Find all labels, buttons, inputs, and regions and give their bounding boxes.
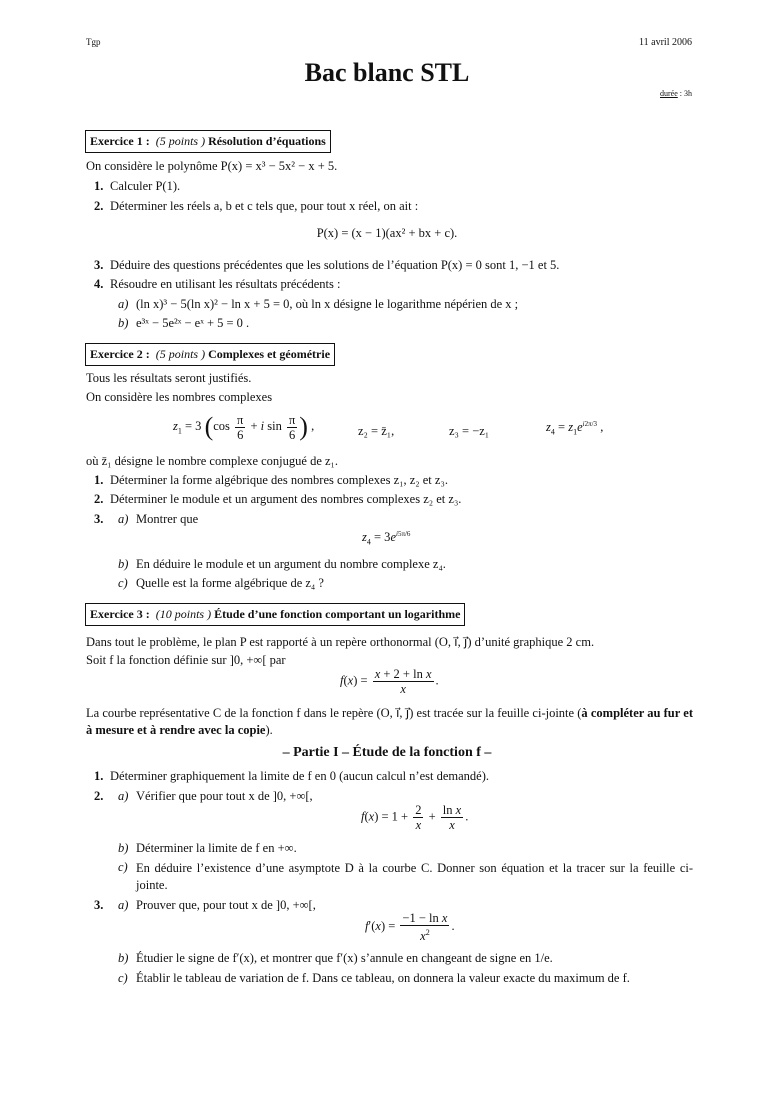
ex3-q2a: Vérifier que pour tout x de ]0, +∞[,	[136, 789, 313, 803]
ex1-q4b-label: b)	[118, 316, 129, 330]
ex1-q1-num: 1.	[94, 179, 104, 193]
ex3-title: Étude d’une fonction comportant un logarithme	[214, 607, 461, 621]
ex2-q3a-formula: $z_4 = 3e^{i5\pi/6}$	[362, 530, 411, 547]
ex1-points: (5 points )	[155, 134, 206, 148]
duration-value: : 3h	[677, 89, 692, 98]
ex2-q2-num: 2.	[94, 492, 104, 506]
ex2-z4: $z_4 = z_1e^{i2\pi/3}$ ,	[546, 420, 604, 437]
ex1-title: Résolution d’équations	[208, 134, 326, 148]
ex2-points: (5 points )	[155, 347, 206, 361]
ex1-q1: Calculer P(1).	[110, 179, 181, 193]
ex3-paragraph	[86, 705, 693, 739]
ex3-q2a-formula: f(x) = 1 + $\frac{2}{x}$ + $\frac{\text{ln x}}{x}$ .	[361, 803, 469, 832]
exercise-1-header	[85, 130, 331, 153]
header-left: Tgp	[86, 37, 101, 47]
ex2-z3: z₃ = −z₁	[449, 424, 490, 438]
ex2-line1: Tous les résultats seront justifiés.	[86, 371, 252, 385]
ex1-q4: Résoudre en utilisant les résultats précédents :	[110, 277, 341, 291]
ex1-q3: Déduire des questions précédentes que les solutions de l’équation P(x) = 0 sont 1, −1 et 5.	[110, 258, 560, 272]
exercise-2-header	[85, 343, 335, 366]
ex3-q3a: Prouver que, pour tout x de ]0, +∞[,	[136, 898, 316, 912]
duration	[660, 89, 692, 98]
ex3-para-bold: à compléter au fur et à mesure et à rendre avec la copie	[86, 706, 693, 737]
ex3-prefix: Exercice 3 :	[90, 607, 150, 621]
ex3-line1: Dans tout le problème, le plan P est rapporté à un repère orthonormal (O, i⃗, j⃗) d’unité graphique 2 cm.	[86, 635, 595, 649]
ex3-q3c: Établir le tableau de variation de f. Dans ce tableau, on donnera la valeur exacte du maximum de f.	[136, 971, 630, 985]
ex2-q3c-label: c)	[118, 576, 128, 590]
ex1-q2-formula: P(x) = (x − 1)(ax² + bx + c).	[316, 226, 458, 240]
ex3-q3c-label: c)	[118, 971, 128, 985]
ex3-q2c-label: c)	[118, 860, 128, 874]
ex2-q3a: Montrer que	[136, 512, 199, 526]
ex3-para-text: La courbe représentative C de la fonction f dans le repère (O, i⃗, j⃗) est tracée sur la feuille ci-jointe (	[86, 706, 582, 720]
ex3-q3-num: 3.	[94, 898, 104, 912]
ex3-q3b: Étudier le signe de f′(x), et montrer que f′(x) s’annule en changeant de signe en 1/e.	[136, 951, 553, 965]
ex3-q1-num: 1.	[94, 769, 104, 783]
ex3-q2b-label: b)	[118, 841, 129, 855]
ex1-q4a: (ln x)³ − 5(ln x)² − ln x + 5 = 0, où ln x désigne le logarithme népérien de x ;	[136, 297, 519, 311]
ex1-q2-num: 2.	[94, 199, 104, 213]
ex2-z1-formula: $z_1 = 3$ (cos $\frac{\pi}{6}$ + i sin $\frac{\pi}{6}$ ) ,	[173, 412, 315, 442]
ex1-q4a-label: a)	[118, 297, 129, 311]
ex3-q2a-label: a)	[118, 789, 129, 803]
ex1-q4b: e³ˣ − 5e²ˣ − eˣ + 5 = 0 .	[136, 316, 250, 330]
ex3-q1: Déterminer graphiquement la limite de f en 0 (aucun calcul n’est demandé).	[110, 769, 490, 783]
ex1-q4-num: 4.	[94, 277, 104, 291]
ex2-prefix: Exercice 2 :	[90, 347, 150, 361]
page-title: Bac blanc STL	[304, 58, 470, 87]
ex3-q3b-label: b)	[118, 951, 129, 965]
ex3-q2b: Déterminer la limite de f en +∞.	[136, 841, 297, 855]
ex2-z2: z₂ = z̄₁,	[358, 424, 395, 438]
ex3-line2: Soit f la fonction définie sur ]0, +∞[ par	[86, 653, 286, 667]
ex1-intro: On considère le polynôme P(x) = x³ − 5x² − x + 5.	[86, 159, 338, 173]
exercise-3-header	[85, 603, 465, 626]
ex2-title: Complexes et géométrie	[208, 347, 331, 361]
part-1-title: – Partie I – Étude de la fonction f –	[282, 745, 492, 760]
ex1-prefix: Exercice 1 :	[90, 134, 150, 148]
ex2-q1: Déterminer la forme algébrique des nombres complexes z₁, z₂ et z₃.	[110, 473, 448, 487]
ex3-f-definition: f(x) = $\frac{\text{x + 2 + ln x}}{x}$ .	[340, 667, 439, 696]
ex2-q1-num: 1.	[94, 473, 104, 487]
duration-label: durée	[660, 89, 678, 98]
ex3-para-end: ).	[265, 723, 273, 737]
ex3-q3a-label: a)	[118, 898, 129, 912]
ex3-q3a-formula: f′(x) = $\frac{\text{−1 − ln x}}{x^2}$ .	[365, 911, 455, 944]
ex2-line2: On considère les nombres complexes	[86, 390, 273, 404]
ex2-q3a-label: a)	[118, 512, 129, 526]
ex2-q3-num: 3.	[94, 512, 104, 526]
ex1-q2: Déterminer les réels a, b et c tels que, pour tout x réel, on ait :	[110, 199, 419, 213]
ex2-q2: Déterminer le module et un argument des nombres complexes z₂ et z₃.	[110, 492, 462, 506]
ex1-q3-num: 3.	[94, 258, 104, 272]
ex2-q3b-label: b)	[118, 557, 129, 571]
ex2-q3c: Quelle est la forme algébrique de z₄ ?	[136, 576, 324, 590]
ex3-q2-num: 2.	[94, 789, 104, 803]
ex3-points: (10 points )	[155, 607, 212, 621]
ex2-conj: où z̄₁ désigne le nombre complexe conjugué de z₁.	[86, 454, 339, 468]
ex2-q3b: En déduire le module et un argument du nombre complexe z₄.	[136, 557, 446, 571]
header-date: 11 avril 2006	[639, 37, 692, 48]
ex3-q2c: En déduire l’existence d’une asymptote D à la courbe C. Donner son équation et la tracer sur la feuille ci-jointe.	[136, 861, 693, 892]
